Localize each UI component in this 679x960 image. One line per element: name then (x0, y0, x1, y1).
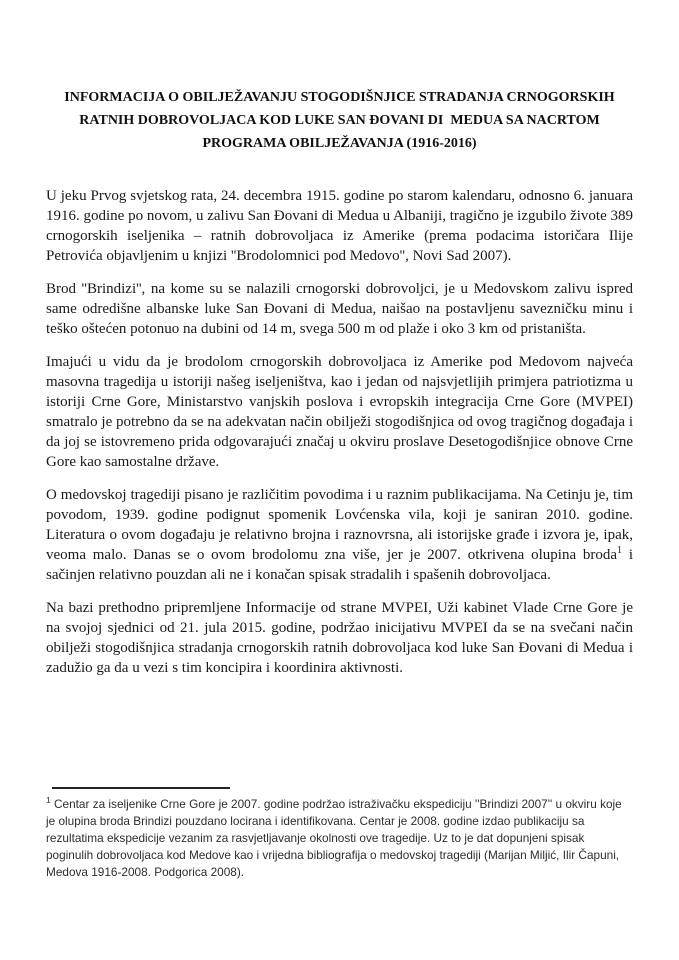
paragraph-1: U jeku Prvog svjetskog rata, 24. decembra 1915. godine po starom kalendaru, odnosno 6. januara 1916. godine po novom, u zalivu San Đovani di Medua u Albaniji, tragično je izgubilo živote 389 crnogorskih iseljenika – ratnih dobrovoljaca iz Amerike (prema podacima istoričara Ilije Petrovića objavljenim u knjizi ''Brodolomnici pod Medovo'', Novi Sad 2007). (46, 188, 633, 264)
footnote (46, 796, 633, 881)
document-title-line-1: INFORMACIJA O OBILJEŽAVANJU STOGODIŠNJICE STRADANJA CRNOGORSKIH (64, 90, 615, 105)
paragraph-4-text-continued: i sačinjen relativno pouzdan ali ne i konačan spisak stradalih i spašenih dobrovoljaca. (46, 547, 633, 583)
footnote-marker: 1 (46, 795, 51, 806)
paragraph-4 (46, 485, 633, 585)
paragraph-2: Brod ''Brindizi'', na kome su se nalazili crnogorski dobrovoljci, je u Medovskom zalivu ispred same odredišne albanske luke San Đovani di Medua, naišao na postavljenu savezničku minu i teško oštećen potonuo na dubini od 14 m, svega 500 m od plaže i oko 3 km od pristaništa. (46, 281, 633, 337)
paragraph-3: Imajući u vidu da je brodolom crnogorskih dobrovoljaca iz Amerike pod Medovom najveća masovna tragedija u istoriji našeg iseljeništva, kao i jedan od najsvjetlijih primjera patriotizma u istoriji Crne Gore, Ministarstvo vanjskih poslova i evropskih integracija Crne Gore (MVPEI) smatralo je potrebno da se na adekvatan način obilježi stogodišnjica od ovog tragičnog događaja i da joj se istovremeno prida odgovarajući značaj u okviru proslave Desetogodišnjice obnove Crne Gore kao samostalne države. (46, 354, 633, 470)
footnote-separator-rule (52, 787, 230, 789)
document-title (46, 86, 633, 155)
document-title-line-2: RATNIH DOBROVOLJACA KOD LUKE SAN ĐOVANI DI MEDUA SA NACRTOM (79, 113, 600, 128)
paragraph-5: Na bazi prethodno pripremljene Informacije od strane MVPEI, Uži kabinet Vlade Crne Gore je na svojoj sjednici od 21. jula 2015. godine, podržao inicijativu MVPEI da se na svečani način obilježi stogodišnjica stradanja crnogorskih ratnih dobrovoljaca kod luke San Đovani di Medua i zadužio ga da u vezi s tim koncipira i koordinira aktivnosti. (46, 600, 633, 676)
document-title-line-3: PROGRAMA OBILJEŽAVANJA (1916-2016) (202, 136, 477, 151)
footnote-reference-superscript: 1 (617, 545, 623, 556)
footnote-text: Centar za iseljenike Crne Gore je 2007. godine podržao istraživačku ekspediciju ''Brindizi 2007'' u okviru koje je olupina broda Brindizi pouzdano locirana i identifikovana. Centar je 2008. godine izdao publikaciju sa rezultatima ekspedicije vezanim za rasvjetljavanje okolnosti ove tragedije. Uz to je dat dopunjeni spisak poginulih dobrovoljaca kod Medove kao i vrijedna bibliografija o medovskoj tragediji (Marijan Miljić, Ilir Čapuni, Medova 1916-2008. Podgorica 2008). (46, 797, 622, 879)
paragraph-4-text: O medovskoj tragediji pisano je različitim povodima i u raznim publikacijama. Na Cetinju je, tim povodom, 1939. godine podignut spomenik Lovćenska vila, koji je saniran 2010. godine. Literatura o ovom događaju je relativno brojna i raznovrsna, ali istorijske građe i izvora je, ipak, veoma malo. Danas se o ovom brodolomu zna više, jer je 2007. otkrivena olupina broda (46, 487, 633, 563)
footnote-section (46, 777, 633, 881)
